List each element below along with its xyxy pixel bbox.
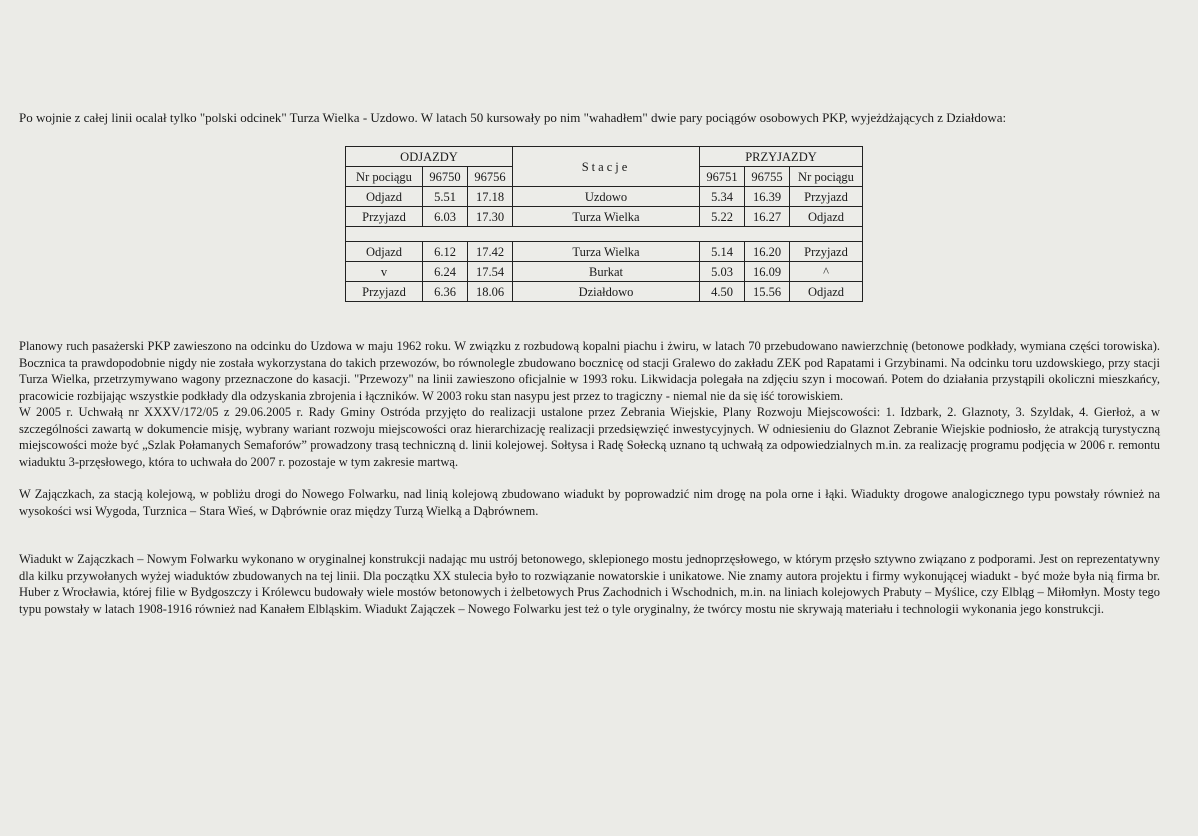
table-cell: Przyjazd: [346, 207, 423, 227]
table-cell: 16.39: [745, 187, 790, 207]
table-cell: Przyjazd: [346, 282, 423, 302]
table-row: [346, 262, 863, 282]
table-cell: 16.27: [745, 207, 790, 227]
intro-text: Po wojnie z całej linii ocalał tylko "polski odcinek" Turza Wielka - Uzdowo. W latach 50 kursowały po nim "wahadłem" dwie pary pociągów osobowych PKP, wyjeżdżających z Działdowa:: [19, 110, 1007, 125]
paragraph-viaducts: [19, 486, 1160, 519]
table-cell: 5.03: [700, 262, 745, 282]
table-cell: v: [346, 262, 423, 282]
table-row: [346, 187, 863, 207]
table-cell: 6.12: [423, 242, 468, 262]
table-cell: Turza Wielka: [513, 207, 700, 227]
table-cell: Odjazd: [346, 242, 423, 262]
table-row: [346, 207, 863, 227]
table-cell: Turza Wielka: [513, 242, 700, 262]
table-cell: 5.22: [700, 207, 745, 227]
table-row: [346, 282, 863, 302]
table-cell: 96751: [700, 167, 745, 187]
table-spacer-cell: [346, 227, 863, 242]
table-cell: 16.20: [745, 242, 790, 262]
table-cell: Przyjazd: [790, 242, 863, 262]
table-cell: 15.56: [745, 282, 790, 302]
table-cell: 17.18: [468, 187, 513, 207]
table-cell: 5.14: [700, 242, 745, 262]
table-cell: 17.54: [468, 262, 513, 282]
table-cell: 4.50: [700, 282, 745, 302]
table-cell: 6.36: [423, 282, 468, 302]
table-cell: 5.51: [423, 187, 468, 207]
paragraph-text: W Zajączkach, za stacją kolejową, w pobliżu drogi do Nowego Folwarku, nad linią kolejową zbudowano wiadukt by poprowadzić nim drogę na pola orne i łąki. Wiadukty drogowe analogicznego typu powstały również na wysokości wsi Wygoda, Turznica – Stara Wieś, w Dąbrównie oraz między Turzą Wielką a Dąbrównem.: [19, 487, 1160, 518]
stacje-header: Stacje: [513, 147, 700, 187]
table-cell: 5.34: [700, 187, 745, 207]
table-cell: 96755: [745, 167, 790, 187]
paragraph-history: [19, 338, 1160, 470]
table-cell: 18.06: [468, 282, 513, 302]
table-cell: Odjazd: [790, 282, 863, 302]
table-cell: Burkat: [513, 262, 700, 282]
table-cell: Odjazd: [346, 187, 423, 207]
table-cell: 6.03: [423, 207, 468, 227]
odjazdy-header: ODJAZDY: [346, 147, 513, 167]
table-cell: 96750: [423, 167, 468, 187]
table-cell: 17.30: [468, 207, 513, 227]
table-cell: 96756: [468, 167, 513, 187]
table-cell: Przyjazd: [790, 187, 863, 207]
table-row: [346, 242, 863, 262]
paragraph-zajaczki-viaduct: [19, 551, 1160, 617]
table-spacer-row: [346, 227, 863, 242]
table-cell: Nr pociągu: [790, 167, 863, 187]
table-header-row: [346, 147, 863, 167]
table-cell: 17.42: [468, 242, 513, 262]
table-cell: Działdowo: [513, 282, 700, 302]
paragraph-text: W 2005 r. Uchwałą nr XXXV/172/05 z 29.06.2005 r. Rady Gminy Ostróda przyjęto do realizacji ustalone przez Zebrania Wiejskie, Plany Rozwoju Miejscowości: 1. Idzbark, 2. Glaznoty, 3. Szyldak, 4. Gierłoż, a w szczególności zawartą w dokumencie misję, wybrany wariant rozwoju miejscowości oraz hierarchizację realizacji przedsięwzięć inwestycyjnych. W odniesieniu do Glaznot Zebranie Wiejskie podniosło, że atrakcją turystyczną miejscowości może być „Szlak Połamanych Semaforów” prowadzony trasą techniczną d. linii kolejowej. Sołtysa i Radę Sołecką uznano tą uchwałą za odpowiedzialnych m.in. za realizację programu podjęcia w 2006 r. remontu wiaduktu 3-przęsłowego, która to uchwała do 2007 r. pozostaje w tym zakresie martwą.: [19, 405, 1160, 469]
table-cell: Odjazd: [790, 207, 863, 227]
paragraph-text: Planowy ruch pasażerski PKP zawieszono na odcinku do Uzdowa w maju 1962 roku. W związku z rozbudową kopalni piachu i żwiru, w latach 70 przebudowano nawierzchnię (betonowe podkłady, wymiana części torowiska). Bocznica ta prawdopodobnie nigdy nie została wykorzystana do takich przewozów, bo równolegle zbudowano bocznicę od stacji Gralewo do zakładu ZEK pod Rapatami i Grzybinami. Na odcinku toru uzdowskiego, przy stacji Turza Wielka, przetrzymywano wagony przeznaczone do kasacji. "Przewozy" na linii zawieszono oficjalnie w 1993 roku. Likwidacja polegała na zdjęciu szyn i mocowań. Potem do działania przystąpili okoliczni mieszkańcy, pracowicie rozbijając wszystkie podkłady dla odzyskania zbrojenia i łączników. W 2003 roku stan nasypu jest przez to tragiczny - niemal nie da się iść torowiskiem.: [19, 339, 1160, 403]
table-cell: Nr pociągu: [346, 167, 423, 187]
paragraph-text: Wiadukt w Zajączkach – Nowym Folwarku wykonano w oryginalnej konstrukcji nadając mu ustrój betonowego, sklepionego mostu jednoprzęsłowego, w którym przęsło sztywno związano z podporami. Jest on reprezentatywny dla kilku przywołanych wyżej wiaduktów zbudowanych na tej linii. Dla początku XX stulecia było to rozwiązanie nowatorskie i unikatowe. Nie znamy autora projektu i firmy wykonującej wiadukt - być może była nią firma br. Huber z Wrocławia, której filie w Bydgoszczy i Królewcu budowały wiele mostów betonowych i żelbetowych Prus Zachodnich i Wschodnich, m.in. na liniach kolejowych Prabuty – Myślice, czy Elbląg – Miłomłyn. Mosty tego typu powstały w latach 1908-1916 również nad Kanałem Elbląskim. Wiadukt Zajączek – Nowego Folwarku jest też o tyle oryginalny, że twórcy mostu nie skrywają materiału i technologii wykonania jego konstrukcji.: [19, 552, 1160, 616]
timetable: [345, 146, 863, 302]
table-cell: 6.24: [423, 262, 468, 282]
table-cell: ^: [790, 262, 863, 282]
table-cell: Uzdowo: [513, 187, 700, 207]
przyjazdy-header: PRZYJAZDY: [700, 147, 863, 167]
table-cell: 16.09: [745, 262, 790, 282]
